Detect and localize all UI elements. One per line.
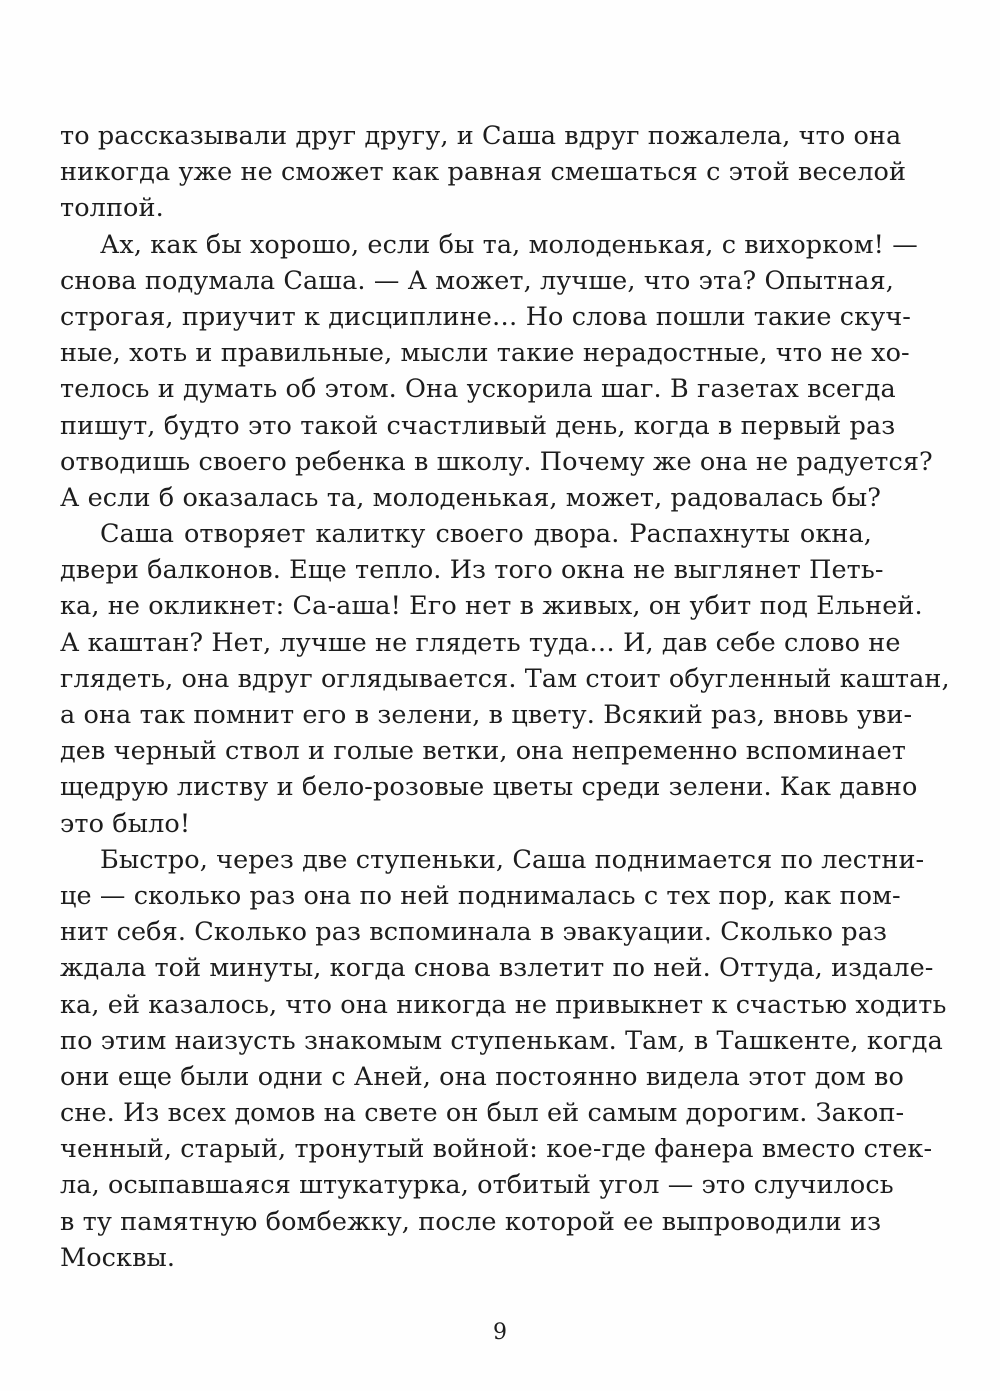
text-line: це — сколько раз она по ней поднималась с тех пор, как пом-: [60, 880, 901, 911]
text-line: сне. Из всех домов на свете он был ей самым дорогим. Закоп-: [60, 1098, 905, 1129]
text-line: двери балконов. Еще тепло. Из того окна не выглянет Петь-: [60, 555, 884, 586]
text-line: Быстро, через две ступеньки, Саша поднимается по лестни-: [100, 844, 925, 875]
text-line: ченный, старый, тронутый войной: кое-где фанера вместо стек-: [60, 1134, 933, 1165]
text-line: Саша отворяет калитку своего двора. Распахнуты окна,: [100, 519, 872, 550]
text-line: то рассказывали друг другу, и Саша вдруг пожалела, что она: [60, 121, 902, 151]
body-text: [60, 118, 950, 1276]
text-line: нит себя. Сколько раз вспоминала в эвакуации. Сколько раз: [60, 917, 888, 948]
text-line: дев черный ствол и голые ветки, она непременно вспоминает: [60, 736, 906, 767]
page-number: 9: [493, 1320, 507, 1345]
text-line: строгая, приучит к дисциплине… Но слова пошли такие скуч-: [60, 301, 911, 332]
text-line: по этим наизусть знакомым ступенькам. Там, в Ташкенте, когда: [60, 1025, 943, 1056]
text-line: пишут, будто это такой счастливый день, когда в первый раз: [60, 410, 896, 441]
text-line: ка, не окликнет: Са-аша! Его нет в живых, он убит под Ельней.: [60, 591, 923, 622]
text-line: снова подумала Саша. — А может, лучше, что эта? Опытная,: [60, 265, 894, 296]
text-line: в ту памятную бомбежку, после которой ее выпроводили из: [60, 1206, 882, 1237]
text-line: Ах, как бы хорошо, если бы та, молоденькая, с вихорком! —: [100, 229, 918, 260]
text-line: они еще были одни с Аней, она постоянно видела этот дом во: [60, 1061, 904, 1092]
text-line: ла, осыпавшаяся штукатурка, отбитый угол — это случилось: [60, 1170, 894, 1201]
text-line: телось и думать об этом. Она ускорила шаг. В газетах всегда: [60, 374, 896, 405]
text-line: щедрую листву и бело-розовые цветы среди зелени. Как давно: [60, 772, 918, 803]
text-line: это было!: [60, 808, 191, 839]
text-line: А если б оказалась та, молоденькая, может, радовалась бы?: [60, 482, 882, 513]
text-line: ка, ей казалось, что она никогда не привыкнет к счастью ходить: [60, 989, 947, 1020]
text-line: а она так помнит его в зелени, в цвету. Всякий раз, вновь уви-: [60, 700, 913, 730]
text-line: толпой.: [60, 193, 164, 224]
text-line: Москвы.: [60, 1242, 176, 1273]
text-line: ждала той минуты, когда снова взлетит по ней. Оттуда, издале-: [60, 953, 934, 984]
text-line: А каштан? Нет, лучше не глядеть туда… И, дав себе слово не: [60, 627, 901, 658]
text-line: отводишь своего ребенка в школу. Почему же она не радуется?: [60, 446, 933, 477]
text-line: ные, хоть и правильные, мысли такие нерадостные, что не хо-: [60, 338, 910, 369]
text-line: никогда уже не сможет как равная смешаться с этой веселой: [60, 157, 907, 188]
text-line: глядеть, она вдруг оглядывается. Там стоит обугленный каштан,: [60, 663, 950, 694]
